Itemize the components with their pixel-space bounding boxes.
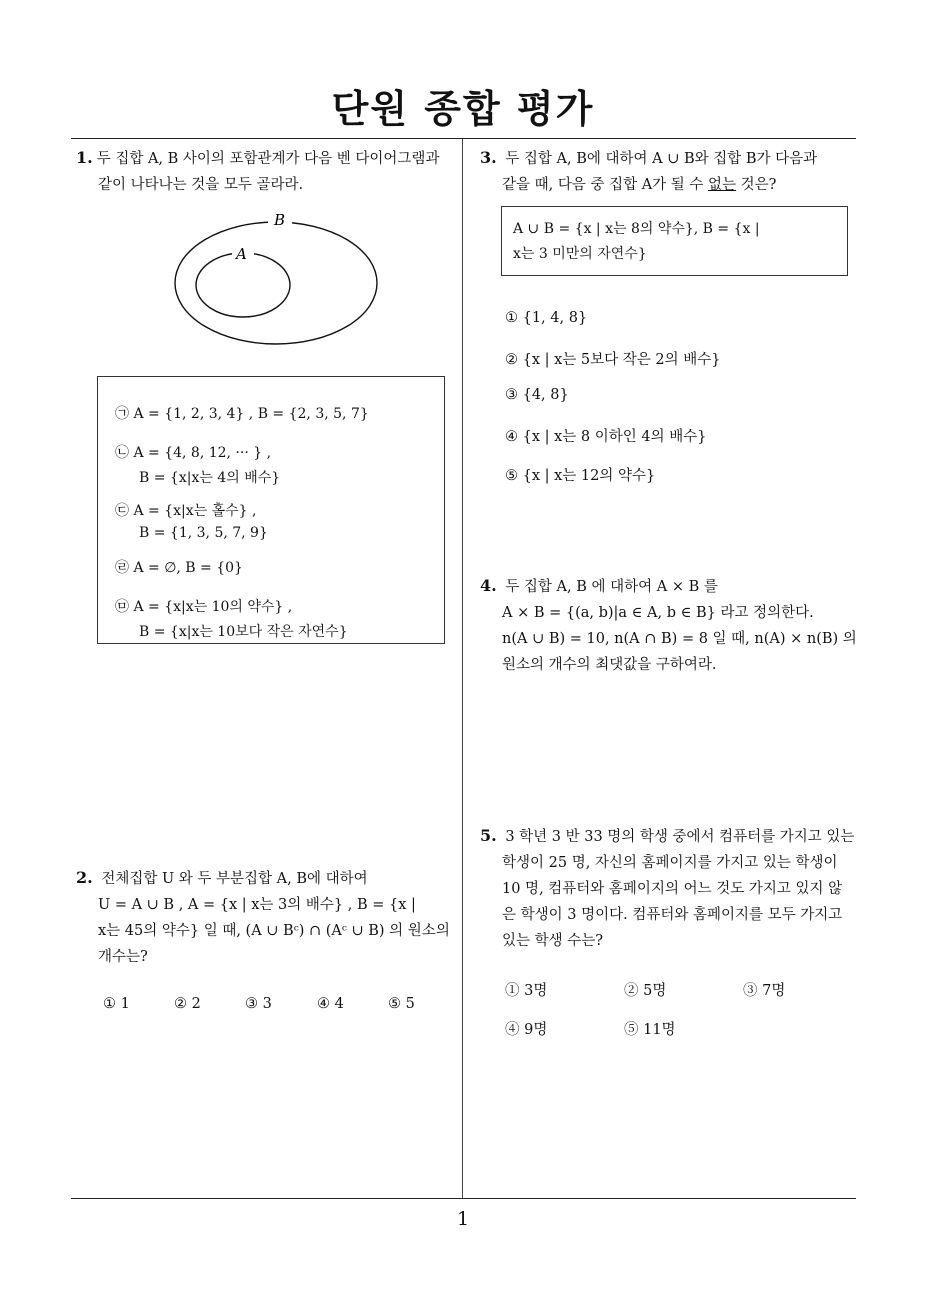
page-number: 1 [456, 1208, 470, 1230]
question-3-choice-4[interactable]: ④ {x | x는 8 이하인 4의 배수} [505, 429, 707, 445]
option-c [115, 500, 256, 520]
option-a-mark: ㉠ [115, 406, 129, 422]
question-3-choice-3[interactable]: ③ {4, 8} [505, 387, 569, 403]
option-b-mark: ㉡ [115, 445, 129, 461]
option-a [115, 403, 369, 423]
option-d-line-1: A = ∅, B = {0} [133, 560, 243, 576]
question-3-line-1: 두 집합 A, B에 대하여 A ∪ B와 집합 B가 다음과 [505, 151, 818, 167]
option-c-mark: ㉢ [115, 503, 129, 519]
option-b-line-2: B = {x|x는 4의 배수} [139, 470, 281, 486]
question-2-choice-5[interactable]: ⑤ 5 [388, 996, 415, 1012]
option-b-line-1: A = {4, 8, 12, ··· } , [133, 445, 272, 461]
question-5-choice-1[interactable]: ① 3명 [505, 983, 548, 999]
venn-label-b: B [274, 211, 286, 229]
question-4-number: 4. [480, 576, 497, 595]
question-3-condition-box [501, 206, 848, 276]
question-2-number: 2. [76, 868, 93, 887]
question-5-line-5: 있는 학생 수는? [502, 933, 604, 949]
question-5-choice-4[interactable]: ④ 9명 [505, 1022, 548, 1038]
option-e-line-2: B = {x|x는 10보다 작은 자연수} [139, 624, 348, 640]
page-title: 단원 종합 평가 [331, 87, 595, 131]
option-c-line-1: A = {x|x는 홀수} , [133, 503, 257, 519]
question-4-line-4: 원소의 개수의 최댓값을 구하여라. [502, 657, 717, 673]
question-4-line-3: n(A ∪ B) = 10, n(A ∩ B) = 8 일 때, n(A) × n(B) 의 [502, 631, 857, 647]
question-3-line-2-end: 것은? [736, 177, 777, 193]
question-3-choice-2[interactable]: ② {x | x는 5보다 작은 2의 배수} [505, 352, 721, 368]
question-3-choice-1[interactable]: ① {1, 4, 8} [505, 310, 588, 326]
question-5-number: 5. [480, 826, 497, 845]
top-rule [71, 138, 856, 139]
option-d-mark: ㉣ [115, 560, 129, 576]
question-2-choice-4[interactable]: ④ 4 [317, 996, 344, 1012]
question-4-line-1: 두 집합 A, B 에 대하여 A × B 를 [505, 579, 718, 595]
question-5-choice-5[interactable]: ⑤ 11명 [624, 1022, 676, 1038]
question-1-line-2: 같이 나타나는 것을 모두 골라라. [98, 177, 304, 193]
question-2-line-2: U = A ∪ B , A = {x | x는 3의 배수} , B = {x | [98, 897, 416, 913]
option-b [115, 442, 271, 462]
question-5-line-1: 3 학년 3 반 33 명의 학생 중에서 컴퓨터를 가지고 있는 [505, 829, 855, 845]
question-2-choice-3[interactable]: ③ 3 [245, 996, 272, 1012]
venn-set-b-ellipse [175, 222, 377, 344]
question-3-number: 3. [480, 148, 497, 167]
question-2-line-3: x는 45의 약수} 일 때, (A ∪ Bᶜ) ∩ (Aᶜ ∪ B) 의 원소의 [98, 923, 450, 939]
option-d [115, 557, 243, 577]
question-5-line-2: 학생이 25 명, 자신의 홈페이지를 가지고 있는 학생이 [502, 855, 838, 871]
question-5-line-3: 10 명, 컴퓨터와 홈페이지의 어느 것도 가지고 있지 않 [502, 881, 843, 897]
question-5-line-4: 은 학생이 3 명이다. 컴퓨터와 홈페이지를 모두 가지고 [502, 907, 843, 923]
question-3-line-2: 같을 때, 다음 중 집합 A가 될 수 [502, 177, 709, 193]
question-1-line-1: 두 집합 A, B 사이의 포함관계가 다음 벤 다이어그램과 [96, 151, 440, 167]
question-5-choice-2[interactable]: ② 5명 [624, 983, 667, 999]
question-3 [480, 145, 860, 198]
bottom-rule [71, 1198, 856, 1199]
venn-label-a: A [236, 245, 247, 263]
question-2-line-1: 전체집합 U 와 두 부분집합 A, B에 대하여 [101, 871, 368, 887]
option-e [115, 596, 292, 616]
question-1 [76, 145, 460, 198]
question-5 [480, 823, 860, 954]
option-a-line-1: A = {1, 2, 3, 4} , B = {2, 3, 5, 7} [133, 406, 369, 422]
question-4 [480, 573, 860, 678]
question-3-box-line-2: x는 3 미만의 자연수} [513, 246, 647, 262]
question-3-choice-5[interactable]: ⑤ {x | x는 12의 약수} [505, 468, 656, 484]
question-3-underlined-word: 없는 [708, 177, 737, 193]
question-2-line-4: 개수는? [98, 949, 148, 965]
question-1-number: 1. [76, 148, 93, 167]
option-e-line-1: A = {x|x는 10의 약수} , [133, 599, 293, 615]
question-2 [76, 865, 460, 970]
venn-diagram [170, 205, 385, 345]
question-4-line-2: A × B = {(a, b)|a ∈ A, b ∈ B} 라고 정의한다. [502, 605, 814, 621]
option-e-mark: ㉤ [115, 599, 129, 615]
question-5-choice-3[interactable]: ③ 7명 [743, 983, 786, 999]
question-3-box-line-1: A ∪ B = {x | x는 8의 약수}, B = {x | [513, 221, 760, 237]
question-2-choice-1[interactable]: ① 1 [103, 996, 130, 1012]
column-divider [462, 139, 463, 1198]
option-c-line-2: B = {1, 3, 5, 7, 9} [139, 525, 268, 541]
question-2-choice-2[interactable]: ② 2 [174, 996, 201, 1012]
